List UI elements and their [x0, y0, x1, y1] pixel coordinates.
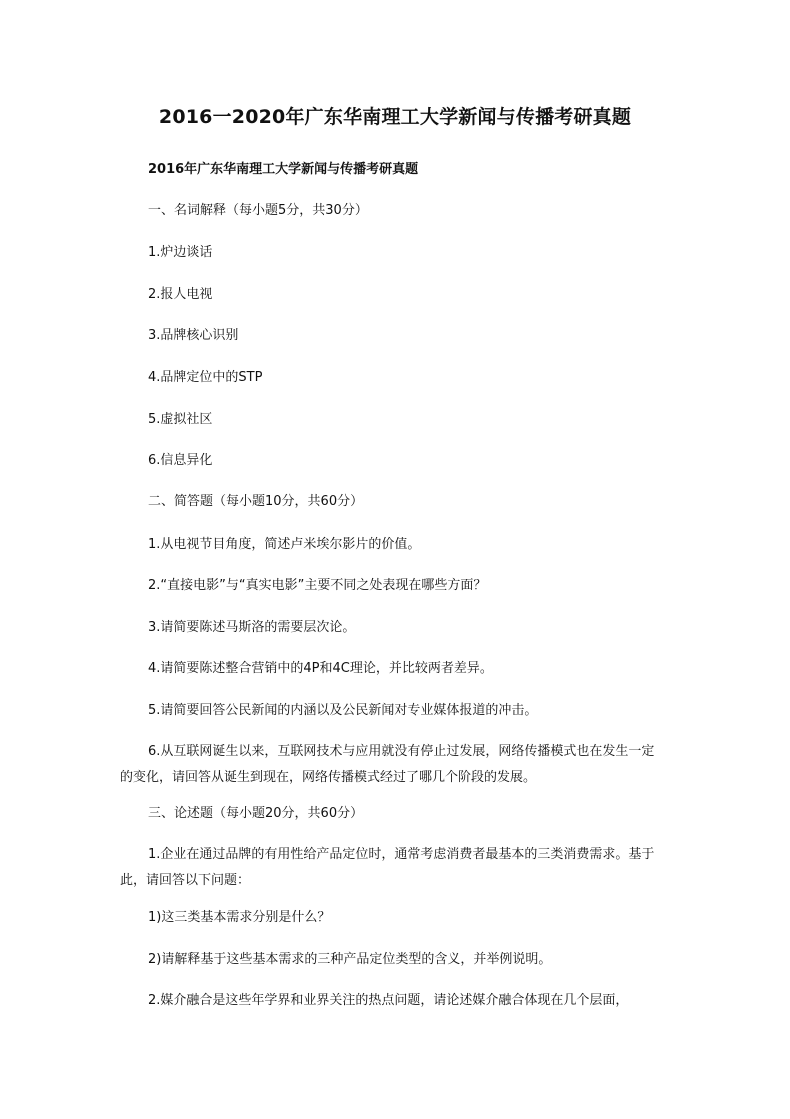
essay-subitem: 1)这三类基本需求分别是什么？	[148, 910, 331, 925]
document-title: 2016一2020年广东华南理工大学新闻与传播考研真题	[158, 106, 632, 128]
section-heading-terms: 一、名词解释（每小题5分，共30分）	[148, 203, 368, 218]
essay-subitem: 2)请解释基于这些基本需求的三种产品定位类型的含义，并举例说明。	[148, 952, 552, 967]
essay-item: 1.企业在通过品牌的有用性给产品定位时，通常考虑消费者最基本的三类消费需求。基于此，请回答以下问题：	[120, 847, 655, 888]
short-answer-item: 1.从电视节目角度，简述卢米埃尔影片的价值。	[148, 537, 421, 552]
term-item: 4.品牌定位中的STP	[148, 370, 263, 385]
term-item: 1.炉边谈话	[148, 245, 213, 260]
section-heading-short-answer: 二、简答题（每小题10分，共60分）	[148, 494, 364, 509]
essay-item: 2.媒介融合是这些年学界和业界关注的热点问题，请论述媒介融合体现在几个层面，	[148, 993, 629, 1008]
term-item: 3.品牌核心识别	[148, 328, 239, 343]
short-answer-item: 6.从互联网诞生以来，互联网技术与应用就没有停止过发展，网络传播模式也在发生一定的变化，请回答从诞生到现在，网络传播模式经过了哪几个阶段的发展。	[120, 744, 655, 785]
short-answer-item: 3.请简要陈述马斯洛的需要层次论。	[148, 620, 356, 635]
short-answer-item: 2.“直接电影”与“真实电影”主要不同之处表现在哪些方面？	[148, 578, 487, 593]
term-item: 2.报人电视	[148, 287, 213, 302]
short-answer-item: 4.请简要陈述整合营销中的4P和4C理论，并比较两者差异。	[148, 661, 493, 676]
short-answer-item: 5.请简要回答公民新闻的内涵以及公民新闻对专业媒体报道的冲击。	[148, 703, 538, 718]
document-subtitle: 2016年广东华南理工大学新闻与传播考研真题	[148, 162, 419, 177]
term-item: 5.虚拟社区	[148, 412, 213, 427]
section-heading-essay: 三、论述题（每小题20分，共60分）	[148, 806, 364, 821]
term-item: 6.信息异化	[148, 453, 213, 468]
